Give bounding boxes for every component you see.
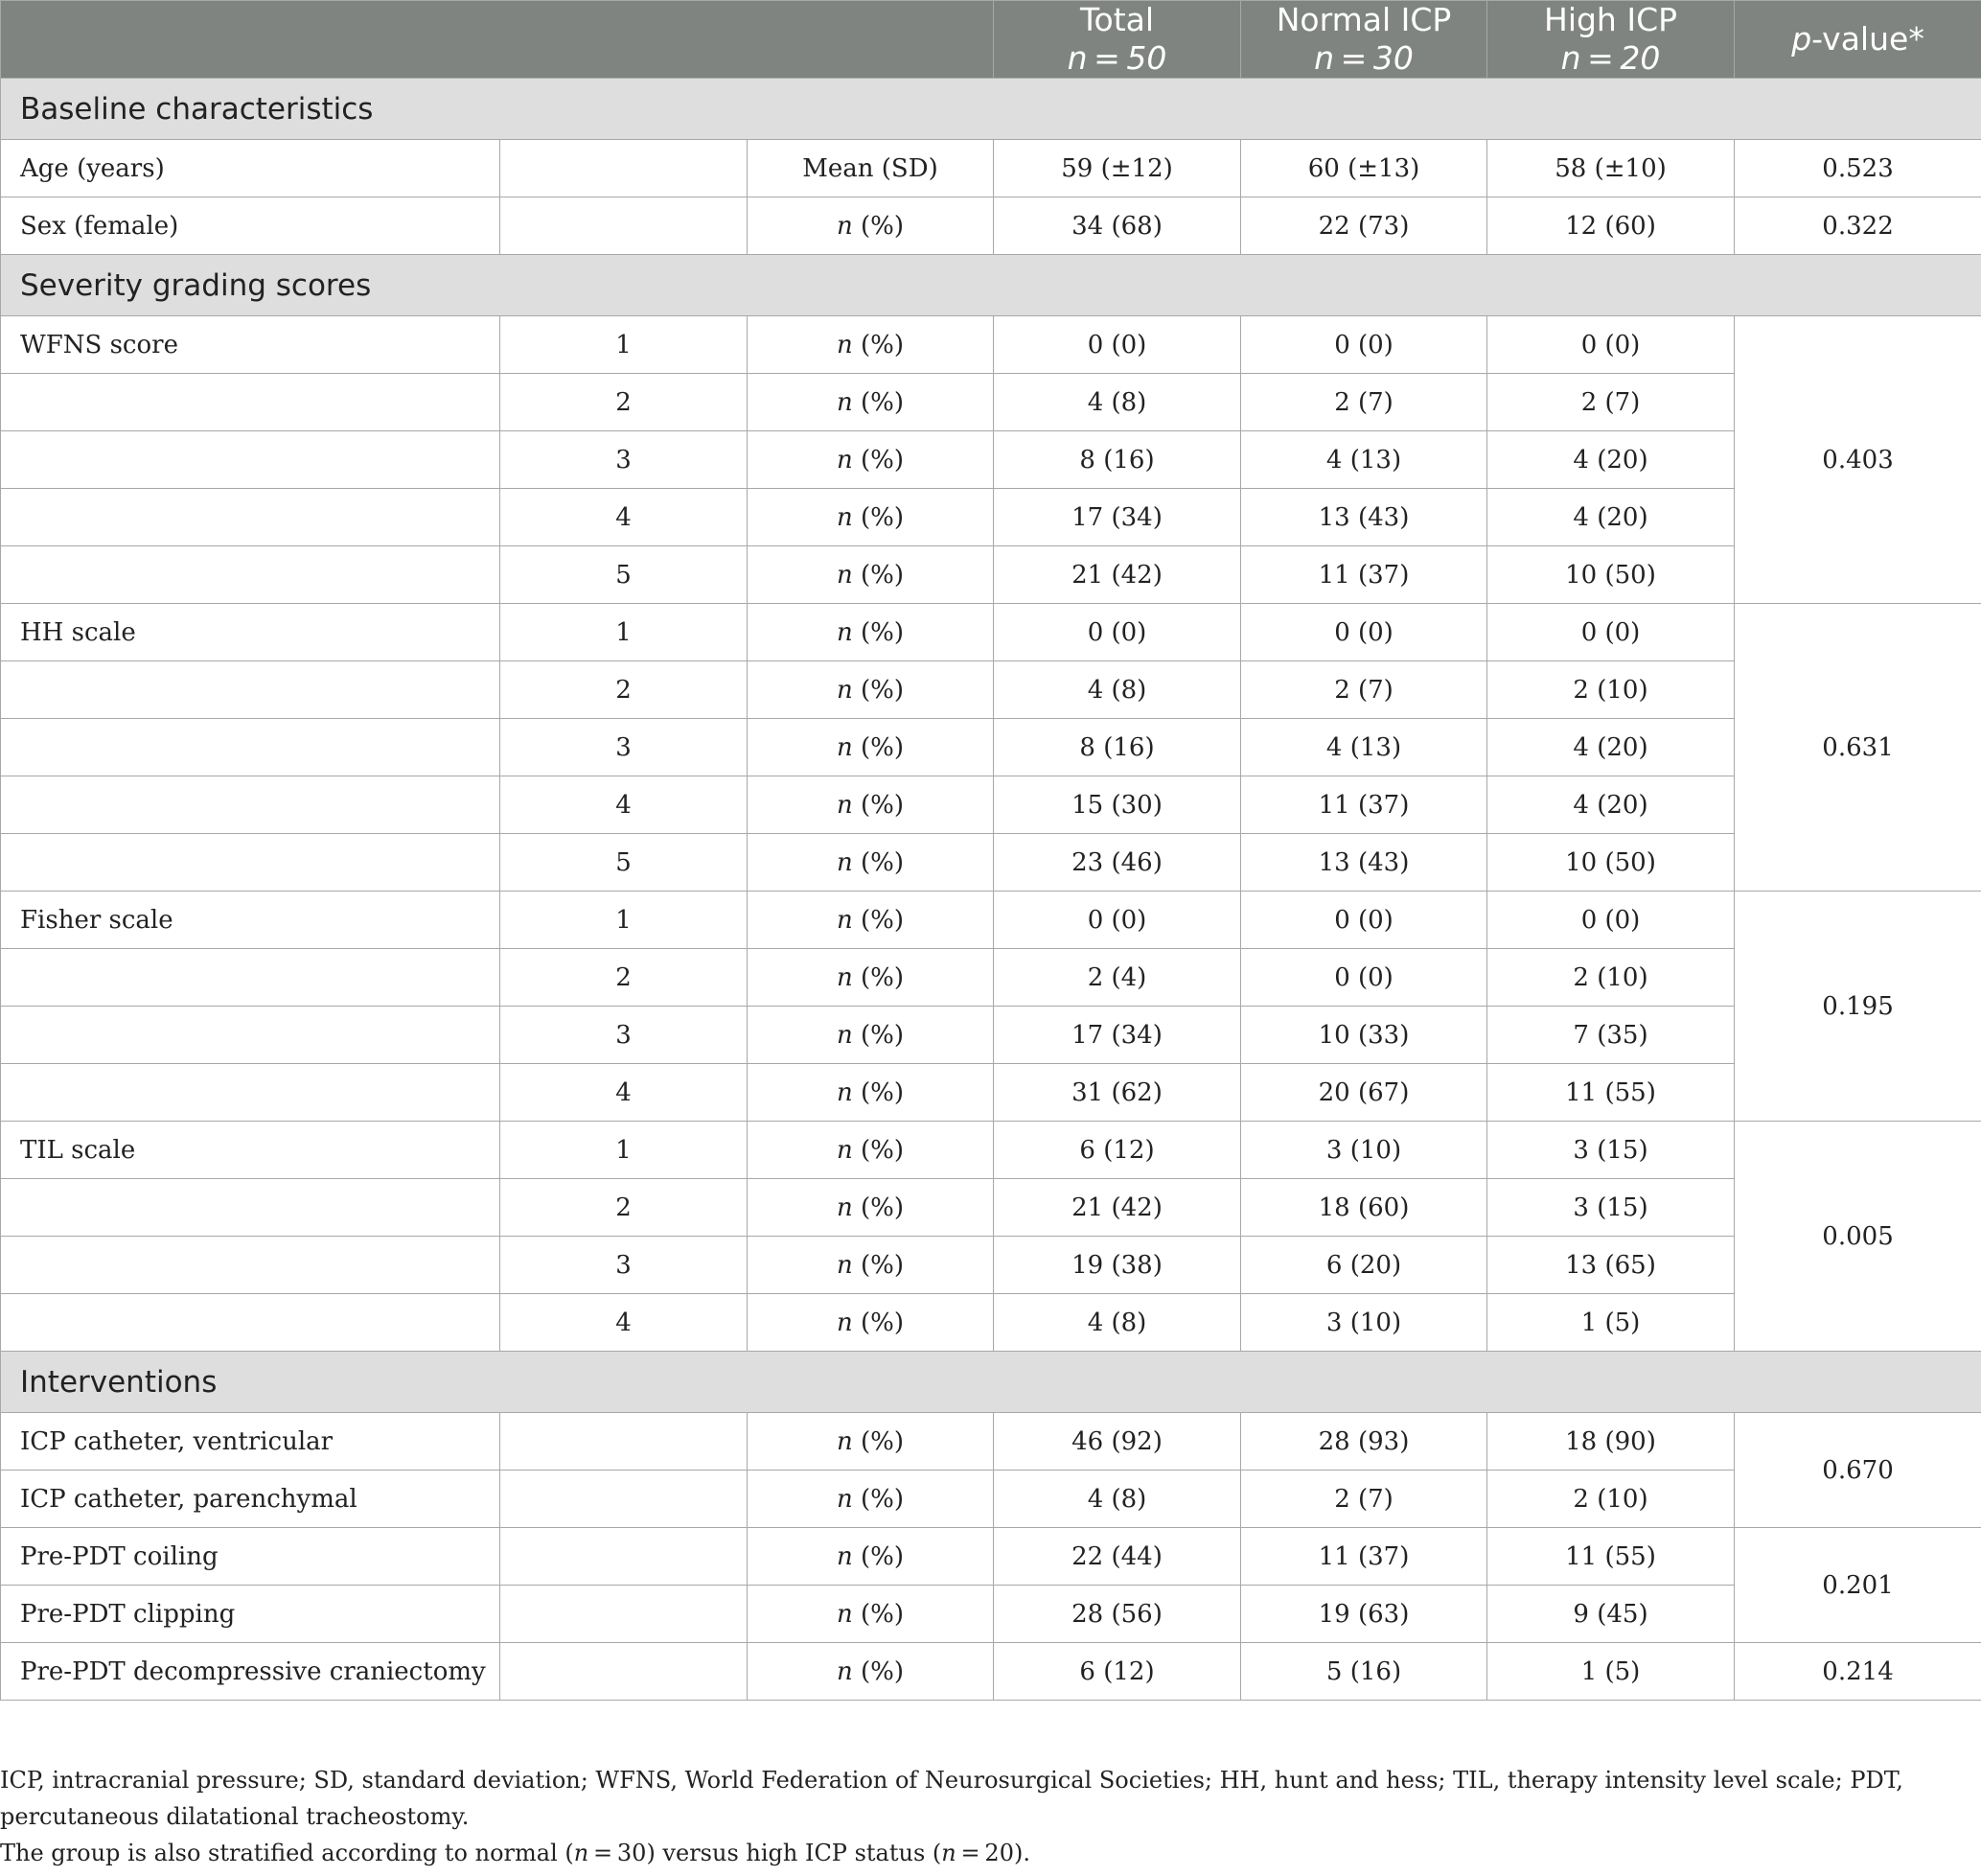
table-row: 4 n (%) 4 (8) 3 (10) 1 (5) [1,1294,1981,1352]
stat-cell: n (%) [748,1237,994,1294]
table-row: Pre-PDT decompressive craniectomy n (%) 6 (12) 5 (16) 1 (5) 0.214 [1,1643,1981,1701]
row-label: ICP catheter, ventricular [1,1413,500,1471]
stat-cell: n (%) [748,489,994,546]
header-p-value: p-value* [1735,1,1981,79]
grade-cell: 4 [500,489,748,546]
table-row: 2 n (%) 4 (8) 2 (7) 2 (10) [1,661,1981,719]
stat-cell: n (%) [748,949,994,1007]
row-label [1,1064,500,1122]
stat-cell: n (%) [748,1122,994,1179]
grade-cell: 1 [500,892,748,949]
table-row: TIL scale 1 n (%) 6 (12) 3 (10) 3 (15) 0.005 [1,1122,1981,1179]
stat-cell: n (%) [748,1643,994,1701]
stat-cell: Mean (SD) [748,140,994,197]
header-total: Total n = 50 [994,1,1241,79]
row-label: ICP catheter, parenchymal [1,1471,500,1528]
grade-cell: 3 [500,431,748,489]
table-row: 3 n (%) 8 (16) 4 (13) 4 (20) [1,431,1981,489]
stat-cell: n (%) [748,661,994,719]
row-label: WFNS score [1,316,500,374]
p-value-cell: 0.201 [1735,1528,1981,1643]
stat-cell: n (%) [748,1471,994,1528]
table-row: 4 n (%) 17 (34) 13 (43) 4 (20) [1,489,1981,546]
row-label [1,1179,500,1237]
table-row: 2 n (%) 4 (8) 2 (7) 2 (7) [1,374,1981,431]
grade-cell: 3 [500,719,748,776]
stat-cell: n (%) [748,374,994,431]
stat-cell: n (%) [748,1586,994,1643]
row-label: Pre-PDT coiling [1,1528,500,1586]
footnote-abbreviations: ICP, intracranial pressure; SD, standard deviation; WFNS, World Federation of Neurosurgical Societies; HH, hunt and hess; TIL, therapy intensity level scale; PDT, percutaneous dilatational tracheostomy. [0,1767,1903,1830]
grade-cell: 4 [500,776,748,834]
grade-cell: 3 [500,1007,748,1064]
row-label [1,1294,500,1352]
p-value-cell: 0.195 [1735,892,1981,1122]
section-baseline: Baseline characteristics [1,79,1981,140]
table-row: HH scale 1 n (%) 0 (0) 0 (0) 0 (0) 0.631 [1,604,1981,661]
section-interventions: Interventions [1,1352,1981,1413]
row-label [1,374,500,431]
row-label [1,546,500,604]
row-label [1,1007,500,1064]
grade-cell: 5 [500,834,748,892]
table-row: ICP catheter, parenchymal n (%) 4 (8) 2 (7) 2 (10) [1,1471,1981,1528]
table-row: Pre-PDT clipping n (%) 28 (56) 19 (63) 9 (45) [1,1586,1981,1643]
grade-cell: 3 [500,1237,748,1294]
grade-cell: 2 [500,1179,748,1237]
p-value-cell: 0.670 [1735,1413,1981,1528]
table-row: 2 n (%) 2 (4) 0 (0) 2 (10) [1,949,1981,1007]
table-row: WFNS score 1 n (%) 0 (0) 0 (0) 0 (0) 0.403 [1,316,1981,374]
table-row: Pre-PDT coiling n (%) 22 (44) 11 (37) 11 (55) 0.201 [1,1528,1981,1586]
row-label [1,1237,500,1294]
row-label: HH scale [1,604,500,661]
p-value-cell: 0.631 [1735,604,1981,892]
row-label [1,776,500,834]
stat-cell: n (%) [748,197,994,255]
p-value-cell: 0.214 [1735,1643,1981,1701]
grade-cell: 1 [500,604,748,661]
stat-cell: n (%) [748,1528,994,1586]
row-label [1,431,500,489]
row-label [1,489,500,546]
row-label: Pre-PDT clipping [1,1586,500,1643]
stat-cell: n (%) [748,1413,994,1471]
table-header-row [1,1,1981,79]
p-value-cell: 0.322 [1735,197,1981,255]
stat-cell: n (%) [748,604,994,661]
row-label: TIL scale [1,1122,500,1179]
row-label: Fisher scale [1,892,500,949]
grade-cell: 5 [500,546,748,604]
stat-cell: n (%) [748,546,994,604]
grade-cell: 1 [500,1122,748,1179]
table-row: 3 n (%) 8 (16) 4 (13) 4 (20) [1,719,1981,776]
grade-cell: 4 [500,1294,748,1352]
table-row: 5 n (%) 23 (46) 13 (43) 10 (50) [1,834,1981,892]
stat-cell: n (%) [748,316,994,374]
header-normal-icp: Normal ICP n = 30 [1241,1,1487,79]
table-row: ICP catheter, ventricular n (%) 46 (92) 28 (93) 18 (90) 0.670 [1,1413,1981,1471]
p-value-cell: 0.005 [1735,1122,1981,1352]
stat-cell: n (%) [748,1294,994,1352]
table-row: 4 n (%) 31 (62) 20 (67) 11 (55) [1,1064,1981,1122]
row-label [1,719,500,776]
severity-rows [1,316,1981,1352]
grade-cell: 2 [500,661,748,719]
stat-cell: n (%) [748,1179,994,1237]
stat-cell: n (%) [748,431,994,489]
table-row: 5 n (%) 21 (42) 11 (37) 10 (50) [1,546,1981,604]
row-label [1,949,500,1007]
stat-cell: n (%) [748,892,994,949]
table-row: 2 n (%) 21 (42) 18 (60) 3 (15) [1,1179,1981,1237]
table-row: Age (years) Mean (SD) 59 (±12) 60 (±13) 58 (±10) 0.523 [1,140,1981,197]
row-label: Age (years) [1,140,500,197]
p-value-cell: 0.523 [1735,140,1981,197]
footnote-stratification: The group is also stratified according to normal (n = 30) versus high ICP status (n = 20). [0,1840,1030,1866]
table-row: 3 n (%) 17 (34) 10 (33) 7 (35) [1,1007,1981,1064]
table-footnotes [0,1762,1955,1871]
stat-cell: n (%) [748,719,994,776]
p-value-cell: 0.403 [1735,316,1981,604]
row-label: Sex (female) [1,197,500,255]
stat-cell: n (%) [748,834,994,892]
grade-cell: 2 [500,949,748,1007]
table-row: Fisher scale 1 n (%) 0 (0) 0 (0) 0 (0) 0.195 [1,892,1981,949]
header-blank [1,1,994,79]
grade-cell: 2 [500,374,748,431]
row-label [1,661,500,719]
row-label [1,834,500,892]
stat-cell: n (%) [748,776,994,834]
table-row: 4 n (%) 15 (30) 11 (37) 4 (20) [1,776,1981,834]
table-row: Sex (female) n (%) 34 (68) 22 (73) 12 (60) 0.322 [1,197,1981,255]
table-row: 3 n (%) 19 (38) 6 (20) 13 (65) [1,1237,1981,1294]
grade-cell: 1 [500,316,748,374]
section-severity: Severity grading scores [1,255,1981,316]
grade-cell: 4 [500,1064,748,1122]
stat-cell: n (%) [748,1064,994,1122]
stat-cell: n (%) [748,1007,994,1064]
row-label: Pre-PDT decompressive craniectomy [1,1643,500,1701]
header-high-icp: High ICP n = 20 [1487,1,1735,79]
